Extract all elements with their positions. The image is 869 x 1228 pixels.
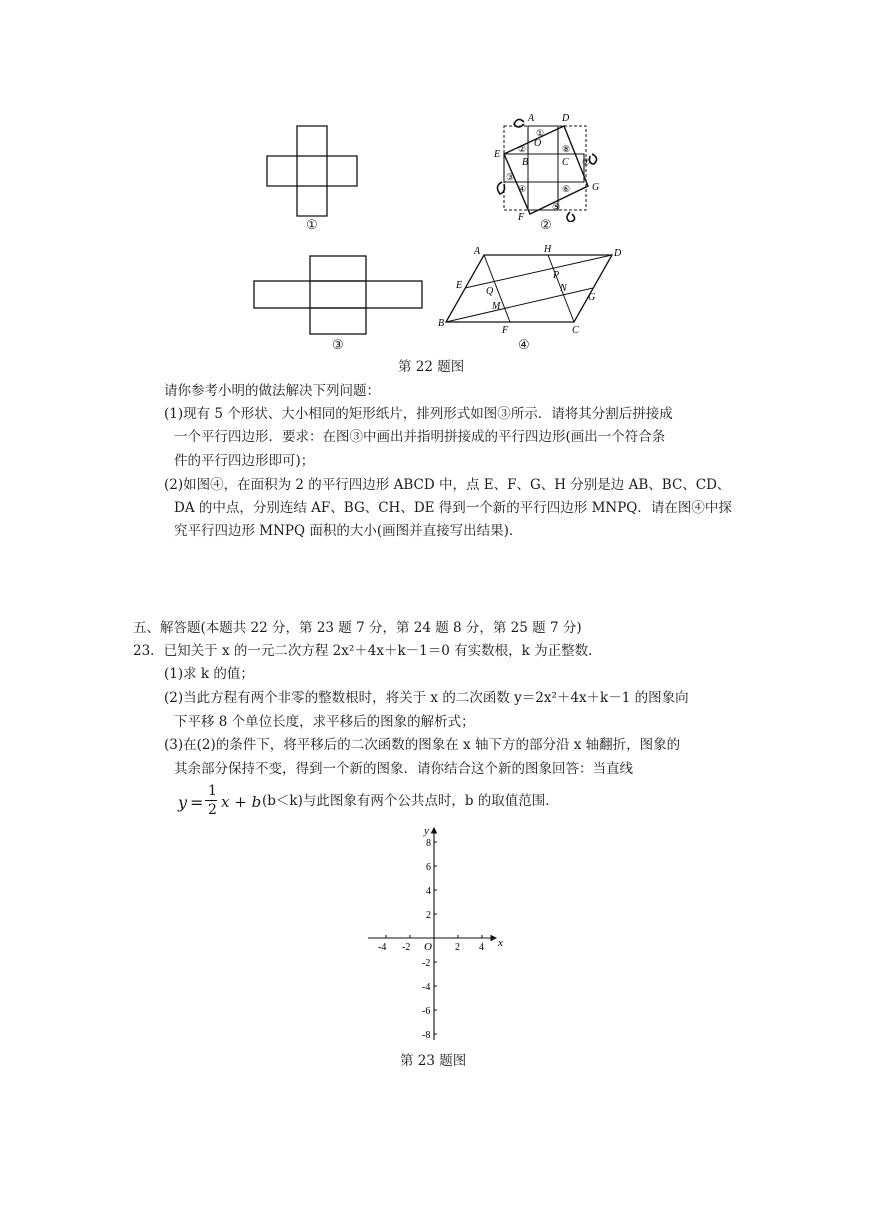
- figure-23-caption: 第 23 题图: [400, 1053, 467, 1069]
- figure-4-parallelogram: [436, 240, 626, 340]
- figure-1-label: ①: [306, 218, 318, 233]
- eq-denominator: 2: [208, 802, 217, 818]
- eq-y: y: [178, 793, 188, 812]
- figure-2-label: ②: [540, 218, 552, 233]
- fig2-piece-1: ①: [536, 128, 545, 138]
- eq-numerator: 1: [208, 783, 217, 799]
- eq-equals: =: [190, 793, 204, 812]
- x-tick-label: -4: [378, 942, 387, 953]
- q23-part3-line1: (3)在(2)的条件下，将平移后的二次函数的图象在 x 轴下方的部分沿 x 轴翻折，图象的: [164, 737, 681, 753]
- q22-part2-line1: (2)如图④，在面积为 2 的平行四边形 ABCD 中，点 E、F、G、H 分别是边 AB、BC、CD、: [164, 477, 731, 493]
- figure-3-label: ③: [332, 338, 344, 353]
- y-axis-label: y: [424, 825, 429, 837]
- q23-stem: 23．已知关于 x 的一元二次方程 2x²＋4x＋k－1＝0 有实数根，k 为正整数．: [133, 643, 602, 659]
- fig4-letter-M: M: [492, 301, 501, 312]
- fig2-piece-6: ⑥: [562, 184, 571, 194]
- q23-part2-line2: 下平移 8 个单位长度，求平移后的图象的解析式；: [174, 714, 475, 730]
- fig4-letter-A: A: [474, 246, 481, 257]
- x-tick-label: -2: [402, 942, 411, 953]
- y-tick-label: -4: [422, 982, 431, 993]
- fig4-letter-H: H: [544, 244, 552, 255]
- y-tick-label: -6: [422, 1006, 431, 1017]
- y-tick-label: 6: [426, 862, 431, 873]
- eq-rest: x + b: [221, 793, 262, 811]
- q22-part2-line3: 究平行四边形 MNPQ 面积的大小(画图并直接写出结果)．: [174, 523, 523, 539]
- fig2-piece-7: ⑦: [582, 157, 591, 167]
- q22-part1-line3: 件的平行四边形即可)；: [174, 453, 315, 469]
- q23-part2-line1: (2)当此方程有两个非零的整数根时，将关于 x 的二次函数 y＝2x²＋4x＋k－1 的图象向: [164, 690, 689, 706]
- fig2-letter-G: G: [592, 182, 600, 193]
- figure-22-caption: 第 22 题图: [398, 359, 465, 375]
- y-tick-label: -2: [422, 958, 431, 969]
- x-axis-label: x: [498, 937, 503, 949]
- q22-part1-line1: (1)现有 5 个形状、大小相同的矩形纸片，排列形式如图③所示．请将其分割后拼接成: [164, 406, 673, 422]
- fig4-letter-P: P: [553, 270, 560, 281]
- figure-4-label: ④: [518, 338, 530, 353]
- fig2-letter-O: O: [534, 138, 542, 149]
- fig2-letter-A: A: [528, 113, 535, 124]
- fig4-letter-Q: Q: [486, 286, 494, 297]
- fig4-letter-D: D: [614, 248, 622, 259]
- fig2-piece-3: ③: [506, 172, 515, 182]
- fig2-letter-B: B: [522, 157, 529, 168]
- fig2-piece-2: ②: [518, 144, 527, 154]
- fig4-letter-G: G: [588, 292, 596, 303]
- fig2-piece-5: ⑤: [552, 202, 561, 212]
- fig4-letter-F: F: [502, 325, 509, 336]
- x-tick-label: 2: [455, 942, 460, 953]
- fig2-piece-8: ⑧: [562, 144, 571, 154]
- figure-3-rectangles: [250, 250, 426, 340]
- q22-intro: 请你参考小明的做法解决下列问题：: [164, 383, 380, 399]
- fig4-letter-B: B: [438, 318, 445, 329]
- axis-ticks: [378, 838, 484, 1041]
- fig2-letter-C: C: [562, 157, 569, 168]
- origin-label: O: [424, 941, 432, 953]
- fig4-letter-E: E: [456, 280, 463, 291]
- q23-part3-line2: 其余部分保持不变，得到一个新的图象．请你结合这个新的图象回答：当直线: [174, 761, 633, 777]
- figure-2-rearranged: [488, 110, 608, 222]
- fig4-letter-N: N: [560, 283, 567, 294]
- fig4-letter-C: C: [572, 325, 579, 336]
- figure-23-axes: [362, 822, 510, 1044]
- eq-fraction-bar: [205, 800, 217, 801]
- x-tick-label: 4: [479, 942, 484, 953]
- y-tick-label: -8: [422, 1030, 431, 1041]
- y-tick-label: 8: [426, 838, 431, 849]
- q22-part2-line2: DA 的中点，分别连结 AF、BG、CH、DE 得到一个新的平行四边形 MNPQ．请在图④中探: [174, 500, 732, 516]
- q23-part3-line3-tail: (b＜k)与此图象有两个公共点时，b 的取值范围．: [262, 793, 559, 809]
- fig2-letter-E: E: [494, 149, 501, 160]
- y-tick-label: 2: [426, 910, 431, 921]
- section-5-heading: 五、解答题(本题共 22 分，第 23 题 7 分，第 24 题 8 分，第 25 题 7 分): [133, 620, 582, 636]
- y-tick-label: 4: [426, 886, 431, 897]
- q22-part1-line2: 一个平行四边形．要求：在图③中画出并指明拼接成的平行四边形(画出一个符合条: [174, 429, 666, 445]
- q23-part1: (1)求 k 的值；: [164, 666, 254, 682]
- fig2-piece-4: ④: [518, 184, 527, 194]
- fig2-letter-D: D: [562, 113, 570, 124]
- fig2-letter-F: F: [518, 212, 525, 222]
